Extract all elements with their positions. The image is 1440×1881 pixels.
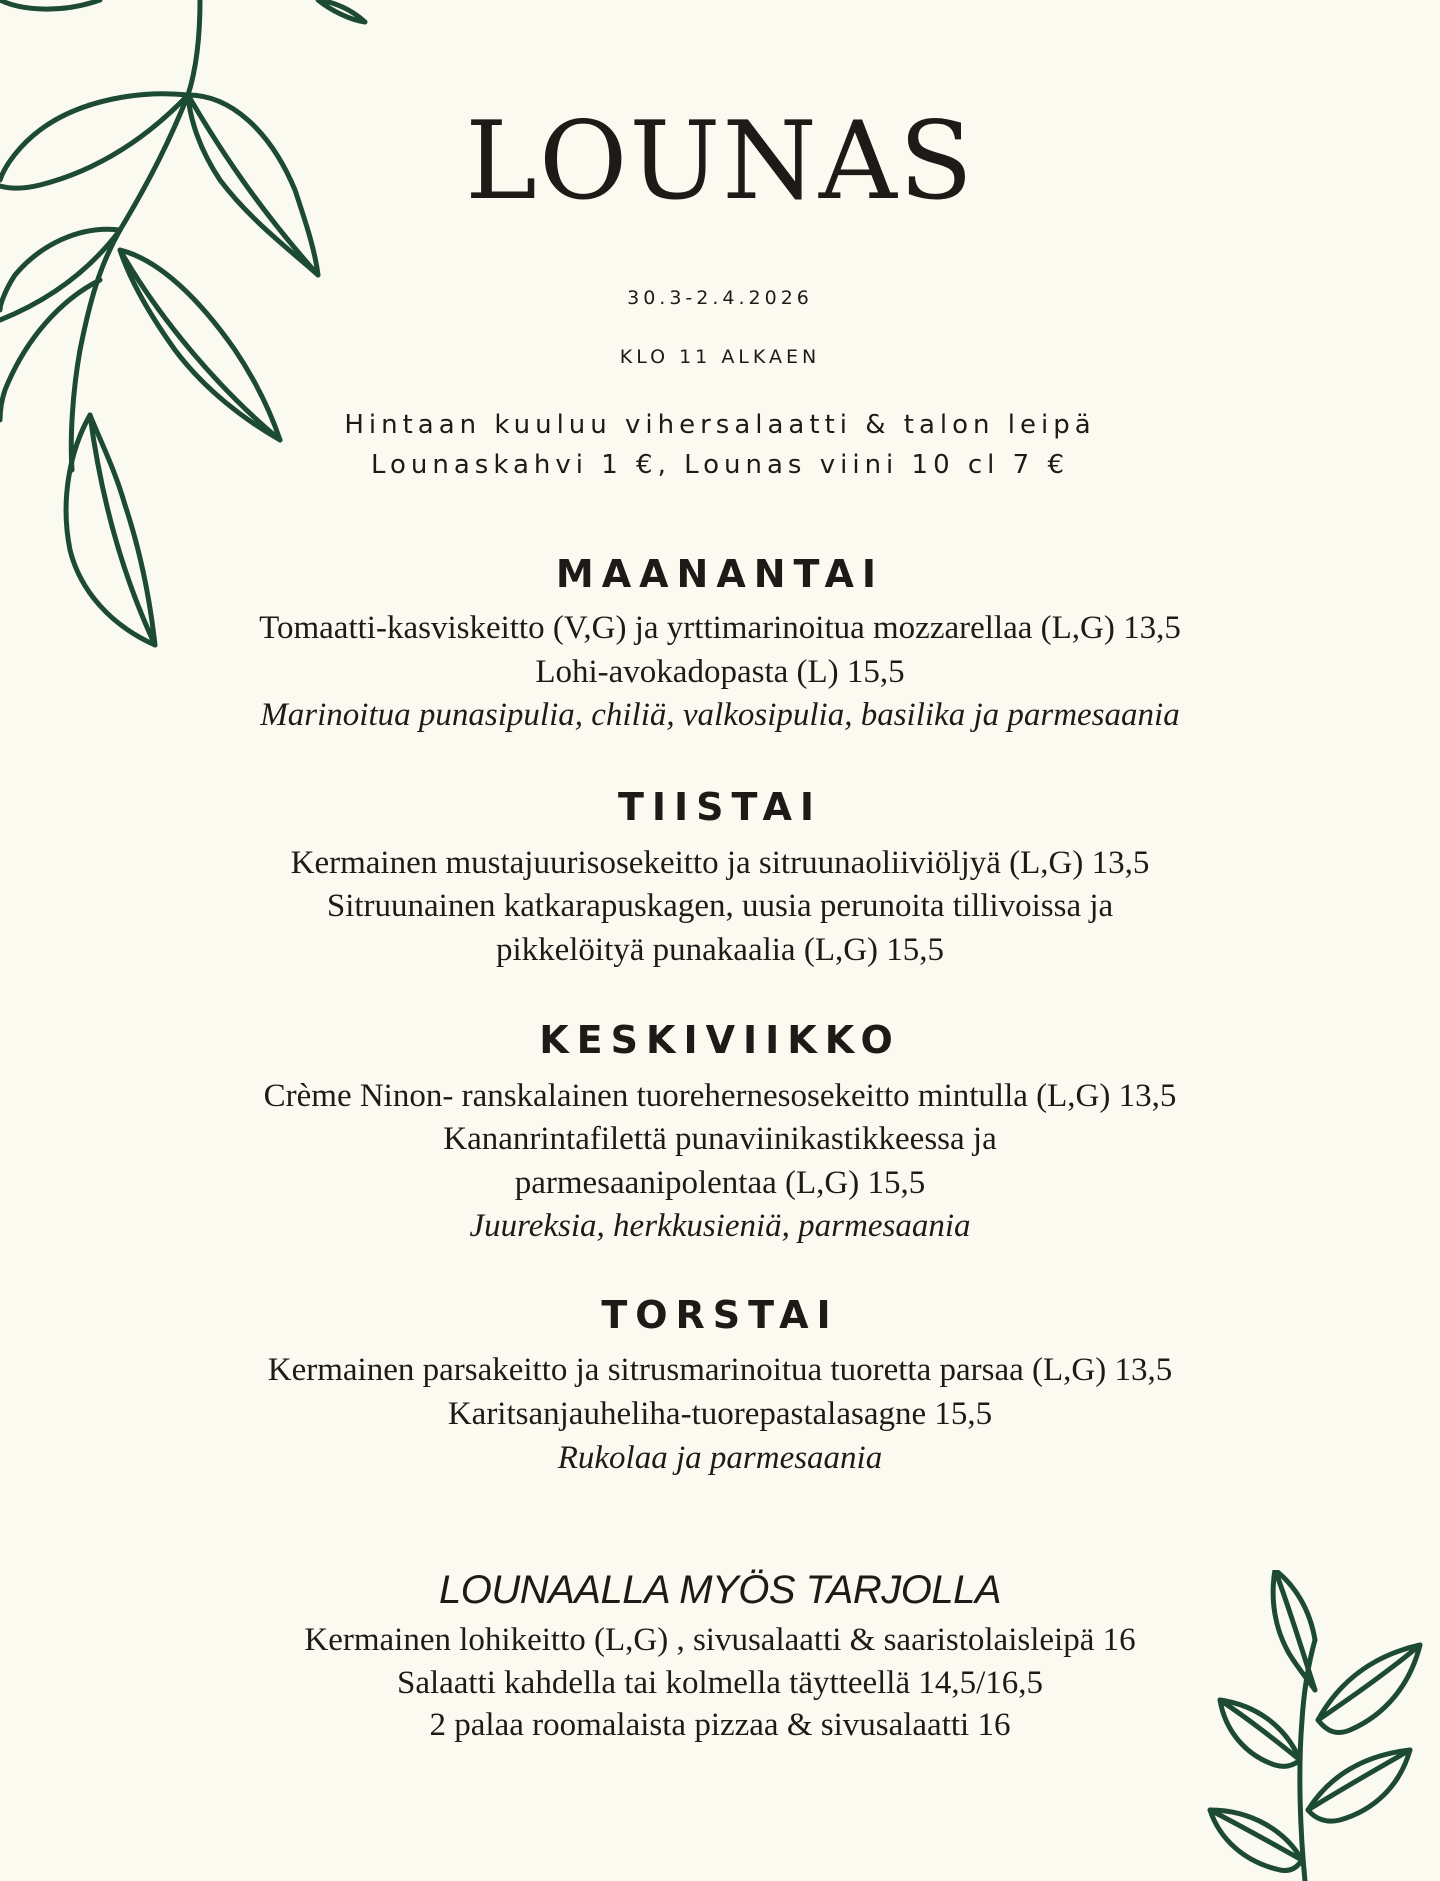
day-heading-monday: MAANANTAI: [555, 552, 885, 596]
dish-line: Crème Ninon- ranskalainen tuorehernesosekeitto mintulla (L,G) 13,5: [263, 1078, 1177, 1114]
dish-line: Kermainen parsakeitto ja sitrusmarinoitua tuoretta parsaa (L,G) 13,5: [267, 1352, 1173, 1388]
dish-line: Kananrintafilettä punaviinikastikkeessa ja: [443, 1121, 997, 1157]
extra-line: Kermainen lohikeitto (L,G) , sivusalaatti & saaristolaisleipä 16: [304, 1622, 1136, 1658]
dish-note: Marinoitua punasipulia, chiliä, valkosipulia, basilika ja parmesaania: [260, 697, 1180, 733]
day-heading-thursday: TORSTAI: [601, 1293, 839, 1337]
price-info: Hintaan kuuluu vihersalaatti & talon leipä: [344, 410, 1096, 440]
dish-line: pikkelöityä punakaalia (L,G) 15,5: [495, 932, 945, 968]
dish-line: Lohi-avokadopasta (L) 15,5: [535, 654, 905, 690]
dish-line: Sitruunainen katkarapuskagen, uusia perunoita tillivoissa ja: [326, 888, 1114, 924]
date-range: 30.3-2.4.2026: [627, 287, 813, 309]
opening-time: KLO 11 ALKAEN: [619, 346, 821, 368]
extras-heading: LOUNAALLA MYÖS TARJOLLA: [438, 1568, 1001, 1612]
dish-line: Kermainen mustajuurisosekeitto ja sitruunaoliiviöljyä (L,G) 13,5: [290, 845, 1150, 881]
extra-line: Salaatti kahdella tai kolmella täytteellä 14,5/16,5: [396, 1665, 1044, 1701]
page-title: LOUNAS: [465, 99, 975, 224]
dish-note: Rukolaa ja parmesaania: [557, 1440, 883, 1476]
dish-line: Karitsanjauheliha-tuorepastalasagne 15,5: [447, 1396, 993, 1432]
day-heading-tuesday: TIISTAI: [617, 785, 823, 829]
drinks-info: Lounaskahvi 1 €, Lounas viini 10 cl 7 €: [370, 450, 1070, 480]
dish-line: Tomaatti-kasviskeitto (V,G) ja yrttimarinoitua mozzarellaa (L,G) 13,5: [259, 610, 1181, 646]
day-heading-wednesday: KESKIVIIKKO: [539, 1018, 901, 1062]
dish-line: parmesaanipolentaa (L,G) 15,5: [514, 1165, 926, 1201]
dish-note: Juureksia, herkkusieniä, parmesaania: [469, 1208, 971, 1244]
extra-line: 2 palaa roomalaista pizzaa & sivusalaatti 16: [429, 1707, 1011, 1743]
